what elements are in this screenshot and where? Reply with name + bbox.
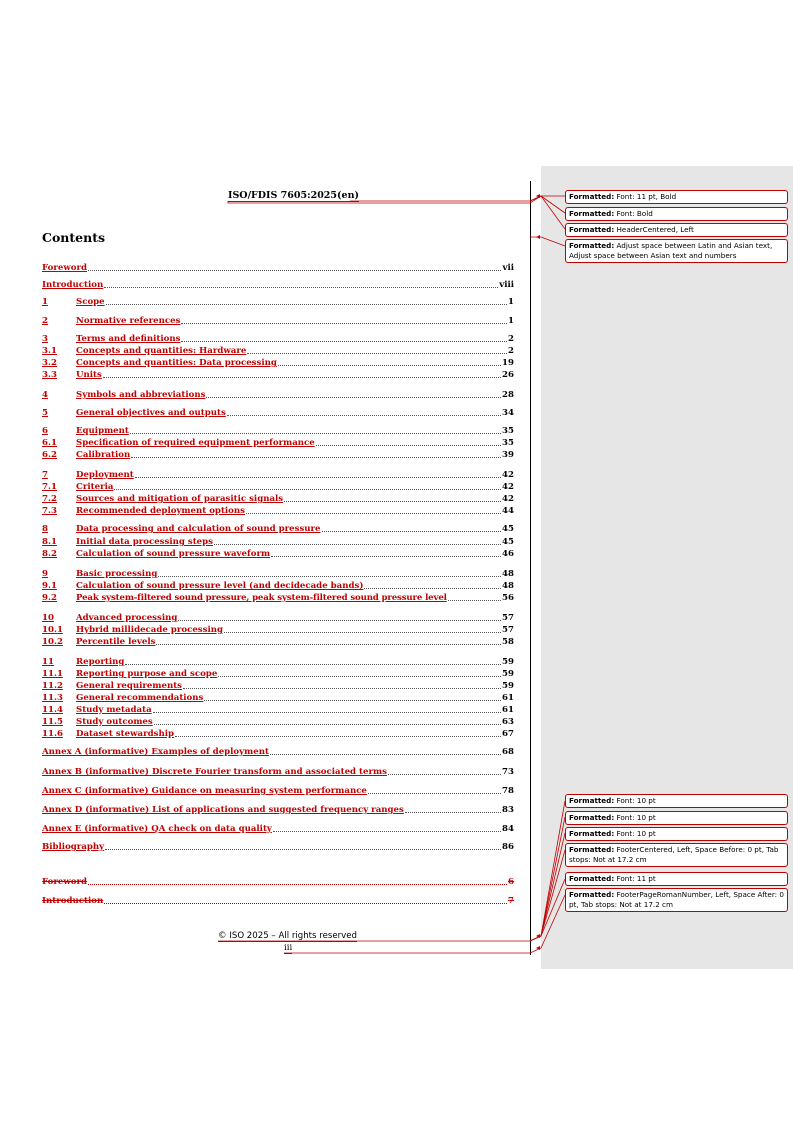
toc-page: 44 [502,506,514,516]
toc-title: Study outcomes [76,717,153,727]
toc-title: Calculation of sound pressure level (and decidecade bands) [76,581,364,591]
balloon-text: Font: 11 pt, Bold [616,192,677,201]
toc-title: Dataset stewardship [76,729,174,739]
toc-title: Annex C (informative) Guidance on measuring system performance [42,786,367,796]
toc-title: Equipment [76,426,129,436]
toc-title: Hybrid millidecade processing [76,625,223,635]
toc-page: 57 [502,625,514,635]
balloon-label: Formatted: [569,241,615,250]
toc-page: 57 [502,613,514,623]
balloon-label: Formatted: [569,845,615,854]
toc-title: Annex D (informative) List of applications and suggested frequency ranges [42,805,404,815]
toc-page: 68 [502,747,514,757]
toc-page: 1 [508,297,514,307]
toc-title: Annex E (informative) QA check on data quality [42,824,272,834]
toc-number: 7 [42,470,48,480]
toc-title: Sources and mitigation of parasitic signals [76,494,284,504]
toc-title: Calibration [76,450,131,460]
toc-title: Concepts and quantities: Hardware [76,346,247,356]
toc-page: 26 [502,370,514,380]
toc-page: 45 [502,537,514,547]
toc-number: 3 [42,334,48,344]
toc-title: General requirements [76,681,183,691]
toc-page: 1 [508,316,514,326]
toc-page: 35 [502,426,514,436]
contents-heading: Contents [42,230,106,245]
toc-page: 42 [502,482,514,492]
toc-page: 46 [502,549,514,559]
connector-line [530,237,565,246]
toc-number: 9 [42,569,48,579]
toc-title: Peak system-filtered sound pressure, peak system-filtered sound pressure level [76,593,447,603]
toc-title: Introduction [42,280,104,290]
toc-page: 48 [502,581,514,591]
toc-number: 7.1 [42,482,57,492]
toc-number: 11.1 [42,669,63,679]
toc-title: General recommendations [76,693,204,703]
toc-number: 4 [42,390,48,400]
connector-line [530,817,565,941]
toc-title: Annex A (informative) Examples of deployment [42,747,269,757]
balloon-label: Formatted: [569,209,615,218]
toc-page: 35 [502,438,514,448]
toc-title: Specification of required equipment performance [76,438,315,448]
toc-page: 59 [502,657,514,667]
toc-page: 6 [508,877,514,887]
connector-line [530,850,565,941]
balloon-label: Formatted: [569,890,615,899]
toc-number: 9.2 [42,593,57,603]
toc-title: Study metadata [76,705,152,715]
footer-copyright: © ISO 2025 – All rights reserved [218,931,357,941]
toc-number: 3.3 [42,370,57,380]
toc-page: 56 [502,593,514,603]
toc-title: Reporting [76,657,125,667]
balloon-label: Formatted: [569,813,615,822]
toc-page: 2 [508,346,514,356]
toc-title: Initial data processing steps [76,537,213,547]
toc-number: 6.1 [42,438,57,448]
toc-number: 7.3 [42,506,57,516]
toc-page: 28 [502,390,514,400]
toc-title: Advanced processing [76,613,178,623]
toc-page: 84 [502,824,514,834]
toc-page: 34 [502,408,514,418]
toc-page: 61 [502,705,514,715]
toc-title: Bibliography [42,842,105,852]
toc-title: Foreword [42,877,88,887]
balloon-text: Font: Bold [616,209,653,218]
toc-number: 9.1 [42,581,57,591]
toc-number: 11.5 [42,717,63,727]
toc-title: Terms and definitions [76,334,181,344]
balloon-label: Formatted: [569,192,615,201]
toc-page: 78 [502,786,514,796]
balloon-text: Font: 10 pt [616,829,656,838]
toc-number: 8.1 [42,537,57,547]
toc-title: Calculation of sound pressure waveform [76,549,271,559]
toc-number: 10.1 [42,625,63,635]
toc-title: Concepts and quantities: Data processing [76,358,277,368]
toc-number: 7.2 [42,494,57,504]
balloon-text: Font: 10 pt [616,796,656,805]
toc-page: 63 [502,717,514,727]
toc-number: 11.2 [42,681,63,691]
toc-title: Units [76,370,102,380]
toc-number: 11.4 [42,705,63,715]
toc-title: Scope [76,297,105,307]
page-number-text: iii [284,943,293,953]
toc-page: 42 [502,470,514,480]
toc-number: 10.2 [42,637,63,647]
toc-title: Symbols and abbreviations [76,390,206,400]
balloon-text: HeaderCentered, Left [616,225,694,234]
toc-page: 58 [502,637,514,647]
connector-line [530,879,565,941]
toc-title: Criteria [76,482,114,492]
toc-number: 6.2 [42,450,57,460]
connector-line [350,196,565,201]
toc-title: Introduction [42,896,104,906]
connector-line [218,801,565,941]
toc-page: 42 [502,494,514,504]
toc-number: 6 [42,426,48,436]
toc-page: 59 [502,669,514,679]
toc-number: 10 [42,613,54,623]
toc-number: 11 [42,657,54,667]
toc-title: Percentile levels [76,637,156,647]
toc-title: Normative references [76,316,181,326]
toc-page: 61 [502,693,514,703]
toc-title: Basic processing [76,569,158,579]
toc-page: 45 [502,524,514,534]
toc-title: General objectives and outputs [76,408,226,418]
toc-page: 73 [502,767,514,777]
balloon-label: Formatted: [569,225,615,234]
balloon-label: Formatted: [569,796,615,805]
connector-arrow [536,235,540,239]
toc-title: Foreword [42,263,88,273]
toc-number: 2 [42,316,48,326]
header-title: ISO/FDIS 7605:2025(en) [228,190,359,201]
toc-number: 5 [42,408,48,418]
toc-page: 48 [502,569,514,579]
toc-number: 11.6 [42,729,63,739]
balloon-text: Adjust space between Latin and Asian text, Adjust space between Asian text and numbers [569,241,773,260]
toc-page: 7 [508,896,514,906]
balloon-text: Font: 10 pt [616,813,656,822]
balloon-label: Formatted: [569,874,615,883]
toc-title: Deployment [76,470,134,480]
toc-page: viii [499,280,514,290]
toc-number: 11.3 [42,693,63,703]
balloon-text: FooterCentered, Left, Space Before: 0 pt, Tab stops: Not at 17.2 cm [569,845,779,864]
toc-page: 19 [502,358,514,368]
toc-page: 39 [502,450,514,460]
toc-title: Reporting purpose and scope [76,669,218,679]
toc-title: Annex B (informative) Discrete Fourier transform and associated terms [42,767,387,777]
balloon-label: Formatted: [569,829,615,838]
connector-line [284,895,565,953]
toc-page: 67 [502,729,514,739]
toc-title: Recommended deployment options [76,506,245,516]
toc-number: 3.1 [42,346,57,356]
toc-number: 1 [42,297,48,307]
toc-page: 59 [502,681,514,691]
toc-page: 86 [502,842,514,852]
toc-number: 8 [42,524,48,534]
toc-number: 3.2 [42,358,57,368]
balloon-text: Font: 11 pt [616,874,656,883]
toc-page: 2 [508,334,514,344]
connector-line [530,833,565,941]
balloon-text: FooterPageRomanNumber, Left, Space After: 0 pt, Tab stops: Not at 17.2 cm [569,890,784,909]
toc-number: 8.2 [42,549,57,559]
toc-title: Data processing and calculation of sound pressure [76,524,321,534]
toc-page: vii [502,263,514,273]
toc-page: 83 [502,805,514,815]
